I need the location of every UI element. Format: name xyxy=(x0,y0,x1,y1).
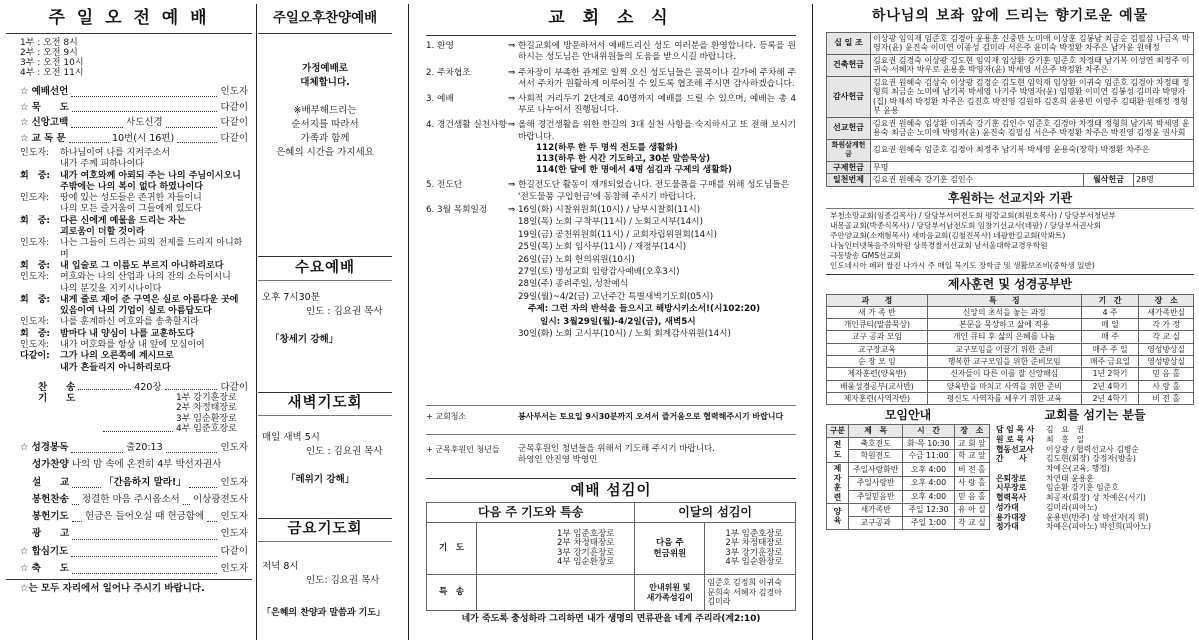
staff-row: 간 사 김도현(회장) 강정자(방송) 차예은(교육, 행정) xyxy=(996,454,1136,473)
prayer-leader: 2부 차정태장로 xyxy=(176,403,237,414)
reading-line: 회 중: 내 입술로 그 이름도 부르지 아니하리로다 xyxy=(20,260,224,271)
prayer-name: 3부 강기훈장로 xyxy=(557,547,615,558)
schedule-item: 19일(금) 공천위원회(11시) / 교회자립위원회(14시) xyxy=(518,229,717,240)
divider xyxy=(408,4,409,640)
afternoon-guide: ※배부해드리는 순서지를 따라서 가족과 함께 은혜의 시간을 가지세요 xyxy=(276,104,374,158)
reading-line: 회 중: 내게 줄로 재어 준 구역은 실로 아름다운 곳에 있음이여 나의 기업이 실로 아름답도다 xyxy=(20,294,239,317)
news-item: 5. 전도단 ⇒ 한길전도단 활동이 재개되었습니다. 전도물품을 구매를 위해 성도님들은 '전도물품 구입헌금'에 동참해 주시기 바랍니다. xyxy=(426,180,790,202)
wednesday-topic: 「창세기 강해」 xyxy=(270,334,339,345)
training-row: 배움성경공부(교사반) 양육반을 마치고 사역을 위한 준비 2년 4학기 사 랑 홀 xyxy=(827,380,1194,392)
standing-note: ☆는 모두 자리에서 일어나 주시기 바랍니다. xyxy=(20,583,205,595)
staff-row: 성가대 김미라(피아노) xyxy=(996,502,1098,512)
training-row: 제자훈련(양육반) 신자들이 다른 이를 잘 신앙해심 1년 2학기 믿 음 홀 xyxy=(827,368,1194,380)
guide-header: 제 목 xyxy=(849,425,903,438)
schedule-item: 27일(토) 명성교회 임랑감사예배(오후3시) xyxy=(518,266,680,277)
service-time: 4부 : 오전 11시 xyxy=(20,68,84,78)
friday-time: 저녁 8시 xyxy=(262,561,299,572)
friday-title: 금요기도회 xyxy=(287,521,363,537)
order-line: ☆ 예배선언 인도자 xyxy=(20,86,248,97)
training-row: 새 가 족 반 신앙의 초석을 놓는 과정 4 주 새가족반실 xyxy=(827,306,1194,318)
meeting-guide xyxy=(826,408,990,532)
prayer-name: 4부 임순환장로 xyxy=(557,557,615,567)
divider xyxy=(812,4,813,640)
rule-item: 113(하루 한 시간 기도하고, 30분 말씀묵상) xyxy=(536,154,711,165)
offering-row: 구제헌금 무명 xyxy=(827,161,1194,174)
sunday-morning-title: 주 일 오 전 예 배 xyxy=(48,8,210,28)
staff-title: 교회를 섬기는 분들 xyxy=(1044,408,1146,423)
guide-row: 주일믿음반 오후 4:00 믿 음 홀 xyxy=(827,490,990,504)
rule-item: 112(하루 한 두 명씩 전도를 생활화) xyxy=(536,142,678,153)
training-header: 기 간 xyxy=(1081,294,1139,306)
staff-row: 협동선교사 이상광 / 협력선교사 김병순 xyxy=(996,444,1139,454)
order-line: 봉헌기도 헌금은 들어오실 때 헌금함에 인도자 xyxy=(20,508,248,525)
mission-title: 후원하는 선교지와 기관 xyxy=(947,190,1073,205)
wednesday-time: 오후 7시30분 xyxy=(262,292,320,303)
divider xyxy=(256,4,257,640)
offering-row: 일천번제 김요권 원혜숙 강기훈 김인수 월삭헌금 28명 xyxy=(827,174,1194,187)
order-line: ☆ 성경봉독 출20:13 인도자 xyxy=(20,439,248,456)
guide-row: 학원전도 수금 11:00 학 교 앞 xyxy=(827,450,990,463)
meeting-guide-title: 모임안내 xyxy=(884,408,932,423)
reading-line: 회 중: 내가 여호와께 아뢰되 주는 나의 주님이시오니 주밖에는 나의 복이 없다 하였나이다 xyxy=(20,170,241,192)
rule-item: 114(한 달에 한 명에서 4명 섬김과 구제의 생활화) xyxy=(536,165,732,176)
prayer-leader: 1부 강기훈장로 xyxy=(176,392,237,403)
reading-line: 인도자: 여호와는 나의 산업과 나의 잔의 소득이시니 나의 분깃을 지키시나이다 xyxy=(20,272,231,294)
dawn-date: 일시: 3월29일(월)-4/2일(금), 새벽5시 xyxy=(540,316,696,327)
staff-list xyxy=(996,408,1194,532)
training-header: 특 징 xyxy=(927,294,1081,306)
offering-row: 감사헌금 김요권 원혜숙 김상숙 이상광 김경순 김도현 임익재 임상환 이귀숙 임준호 김경아 차정태 정형희 최금순 노미애 남기복 박세영 나기주 박영자(윤) 임명환 이미연 김봉성 김미라 박영자(집) 박재석 박정환 차주은 김진호 박진영 김원하 김혼희 윤용빈 이영주 김태환 원해정 정형부 윤용 xyxy=(827,76,1194,117)
reading-line: 인도자: 나는 그들이 드리는 피의 전제를 드리지 아니하며 xyxy=(20,238,243,260)
staff-row: 정가대 차예은(피아노) 박선희(피아노) xyxy=(996,522,1152,532)
staff-row: 협력목사 최공자(회장) 상 차예은(서기) xyxy=(996,493,1146,503)
guide-row: 주일사랑반 오후 4:00 사 랑 홀 xyxy=(827,476,990,490)
guide-row: 전 도 축호전도 화·목 10:30 교 회 앞 xyxy=(827,437,990,450)
responsive-reading xyxy=(20,148,248,374)
wednesday-info xyxy=(262,291,392,347)
dawn-theme: 주제: 그런 자의 반석을 들으시고 해방시키소서!(시102:20) xyxy=(528,304,761,315)
hymn-prayer xyxy=(20,382,248,435)
special-label: 특 송 xyxy=(427,575,477,611)
staff-row: 원 로 목 사 최 홍 일 xyxy=(996,434,1085,444)
order-line: ☆ 축 도 인도자 xyxy=(20,560,248,577)
order-line: ☆ 묵 도 다같이 xyxy=(20,101,248,113)
reading-line: 인도자: 나를 훈계하신 여호와를 송축할지라 xyxy=(20,317,199,328)
worship-order xyxy=(20,84,248,146)
sunday-morning-column xyxy=(6,0,252,644)
guide-label: 안내위원 및 새가족섬김이 xyxy=(635,575,705,611)
offering-name: 2부 차정태장로 xyxy=(725,538,783,548)
offering-name: 1부 임준호장로 xyxy=(725,528,783,539)
news-item: 4. 경건생활 실천사항 ⇒ 올해 경건생활을 위한 한길의 3대 실천 사항을 숙지하시고 또 전해 보시기 바랍니다. xyxy=(426,120,796,142)
offering-row: 선교헌금 김요권 원혜숙 임상환 이귀숙 강기훈 김인수 임준호 김경아 차정태 정형희 남기복 박세영 윤용숙 최금순 노미애 박영자(윤) 윤진숙 김필심 서은주 박정환 차주은 박진영 김정윤 권사회 xyxy=(827,117,1194,139)
prayer-label: 기 도 xyxy=(427,523,477,575)
mission-list: 부천소망교회(임종길목사) / 당당부서여전도회 평강교회(최원호목사) / 당당부서청년부 내몽골교회(박종식목사) / 당당부서남전도회 임창기선교사(네팔) / 당당부서권사회 주안양교회(소재형목사) 새마음교회(김철진목사) 네팔한길교회(악봐트) 나눔인터넷복음주의학원 상록경찰서선교회 남서울대학교경우학원 극동방송 GMS선교회 인도네시아 페퍼 쌀진 나가시 주 매일 묵기도 장학금 및 생활보조비(중학생 일반) xyxy=(830,210,1116,270)
service-time: 1부 : 오전 8시 xyxy=(20,38,78,48)
offering-name: 4부 임순환장로 xyxy=(725,557,783,567)
guide-row: 교구공과 주일 1:00 각 교 실 xyxy=(827,516,990,529)
prayer-name: 2부 차정태장로 xyxy=(557,538,615,548)
worship-order-2 xyxy=(20,439,248,577)
staff-row: 담 임 목 사 김 요 권 xyxy=(996,425,1085,435)
dawn-topic: 「레위기 강해」 xyxy=(286,474,355,485)
schedule-item: 28일(주) 종려주일, 성찬예식 xyxy=(518,279,629,290)
news-item: 2. 주차협조 ⇒ 주차장이 부족한 관계로 일찍 오신 성도님들은 골목이나 길가에 주차해 주셔서 주차가 원활하게 이루어질 수 있도록 협조해 주시면 감사하겠습니다. xyxy=(426,67,796,89)
order-line: 설 교 「간음하지 말라!」 인도자 xyxy=(20,474,248,491)
dawn-info xyxy=(262,431,392,487)
training-header: 장 소 xyxy=(1139,294,1194,306)
schedule-item: 29일(월)~4/2(금) 고난주간 특별새벽기도회(05시) xyxy=(518,291,714,302)
dawn-prayer-title: 새벽기도회 xyxy=(287,395,363,411)
offering-label: 다음 주 헌금위원 xyxy=(635,523,705,575)
church-news-column xyxy=(426,0,796,644)
schedule-item: 18일(목) 노회 구착부(11시) / 노회고시부(14시) xyxy=(518,217,703,228)
offering-list xyxy=(705,523,796,575)
bible-verse: 네가 죽도록 충성하라 그리하면 내가 생명의 면류관을 네게 주리라(계2:10) xyxy=(461,614,761,624)
schedule-item: 16일(화) 시찰위원회(10시) / 남부시찰회(11시) xyxy=(518,204,701,215)
practice-rules xyxy=(426,143,796,177)
news-item: 6. 3월 목회일정 ⇒ 16일(화) 시찰위원회(10시) / 남부시찰회(11시) 18일(목) 노회 구착부(11시) / 노회고시부(14시) 19일(금) 공천위원회(11시) / 교회자립위원회(14시) 25일(목) 노회 임사부(11시) / 재정부(14시) 26일(금) 노회 헌의위원(10시) 27일(토) 명성교회 임랑감사예배(오후3시) 28일(주) 종려주일, 성찬예식 29일(월)~4/2(금) 고난주간 특별새벽기도회(05시) 주제: 그런 자의 반석을 들으시고 해방시키소서!(시102:20) 일시: 3월29일(월)-4/2일(금), 새벽5시 30일(화) 노회 고시부(10시) / 노회 회계감사위원(14시) xyxy=(426,204,796,340)
dawn-leader: 인도 : 김요권 목사 xyxy=(306,446,383,457)
guide-row: 제 자 훈 련 주일사랑화반 오후 4:00 비 전 홀 xyxy=(827,462,990,476)
guide-header: 장 소 xyxy=(954,425,989,438)
news-list xyxy=(426,41,796,340)
staff-row: 시무장로 임순환 강기훈 임준호 xyxy=(996,483,1119,493)
special-value xyxy=(477,575,635,611)
friday-leader: 인도: 김요권 목사 xyxy=(306,575,380,586)
training-row: 개인큐티(말씀묵상) 본문을 묵상하고 삶에 적용 매 일 각 가 정 xyxy=(827,319,1194,331)
worship-servants-title: 예배 섬김이 xyxy=(570,483,652,499)
dawn-time: 매일 새벽 5시 xyxy=(262,432,320,443)
reading-line: 인도자: 땅에 있는 성도들은 존귀한 자들이니 나의 모든 즐거움이 그들에게 있도다 xyxy=(20,193,202,215)
training-row: 순 장 모 임 행복한 교구모임을 위한 준비모임 매주 금요일 영성방상실 xyxy=(827,355,1194,367)
guide-list: 임준호 김정희 이귀숙 문희숙 서혜자 김경아 김미라 xyxy=(705,575,796,611)
monthly-header: 이달의 섬김이 xyxy=(635,503,796,523)
prayer-name: 1부 임준호장로 xyxy=(557,528,615,539)
friday-info xyxy=(262,560,392,620)
order-line: ☆ 교 독 문 10번(시 16편) 다같이 xyxy=(20,132,249,144)
schedule-item: 25일(목) 노회 임사부(11시) / 재정부(14시) xyxy=(518,242,687,253)
order-line: ☆ 합심기도 다같이 xyxy=(20,543,248,560)
reading-line: 회 중: 밤마다 내 양심이 나를 교훈하도다 xyxy=(20,328,195,339)
servants-table xyxy=(426,502,796,611)
training-table xyxy=(826,294,1194,406)
staff-row: 용가대장 윤용빈(반주) 상 박선자(지 휘) xyxy=(996,512,1149,522)
offering-row: 건축헌금 김요권 김경숙 이상광 김도현 임익재 임상환 강기훈 임준호 차정태 남기복 이성연 최정주 이귀숙 서혜자 박우로 윤용훈 박영자(윤) 박세영 서은주 박정환 차주은 xyxy=(827,54,1194,76)
training-title: 제사훈련 및 성경공부반 xyxy=(947,276,1073,291)
reading-line: 다같이: 그가 나의 오른쪽에 계시므로 내가 흔들리지 아니하리로다 xyxy=(20,351,174,373)
prayer-leader: 4부 임준호장로 xyxy=(176,424,237,435)
order-line: 광 고 인도자 xyxy=(20,525,248,542)
prayer-header: 다음 주 기도와 특송 xyxy=(427,503,635,523)
training-row: 교구 공과 모임 개인 큐티 후 삶의 은혜를 나눔 매 주 각 교 실 xyxy=(827,331,1194,343)
offerings-title: 하나님의 보좌 앞에 드리는 향기로운 예물 xyxy=(871,8,1149,24)
prayer-block: 기 도 1부 강기훈장로 2부 차정태장로 3부 임순환장로 4부 임준호장로 xyxy=(38,392,237,435)
guide-row: 양 육 새가족반 주일 12:30 유 아 실 xyxy=(827,504,990,517)
offering-row: 화원살게헌금 김요권 원혜숙 임준호 김경아 최정주 남기복 박세영 윤용숙(장학) 박정환 차주은 xyxy=(827,139,1194,161)
order-line: 봉헌찬송 정결한 마음 주시옵소서 이상광전도사 xyxy=(20,491,248,508)
service-time: 2부 : 오전 9시 xyxy=(20,48,78,58)
service-times xyxy=(20,38,252,78)
reading-line: 인도자: 내가 여호와를 항상 내 앞에 모심이여 xyxy=(20,340,205,351)
reading-line: 회 중: 다른 신에게 예물을 드리는 자는 괴로움이 더할 것이라 xyxy=(20,215,186,238)
afternoon-title: 주일오후찬양예배 xyxy=(272,10,378,26)
offerings-column xyxy=(826,0,1194,644)
training-row: 제자훈련(사역자반) 평신도 사역자를 세우기 위한 교육 2년 4학기 비 전 홀 xyxy=(827,392,1194,404)
training-row: 교구장교육 교구모임을 이끌기 위한 준비 매주 주 일 영성방상실 xyxy=(827,343,1194,355)
hymn-line: 찬 송 420장 다같이 xyxy=(38,381,249,393)
cleaning-note: + 교회청소 봉사부서는 토요일 9시30분까지 오셔서 즐거움으로 협력해주시기 바랍니다 xyxy=(426,412,784,421)
news-item: 1. 환영 ⇒ 한길교회에 방문하셔서 예배드리신 성도 여러분을 환영합니다. 등록을 원하시는 성도님은 안내위원들의 도움을 받으시길 바랍니다. xyxy=(426,41,796,63)
afternoon-note: 가정예배로 대체합니다. xyxy=(300,62,350,88)
wednesday-leader: 인도 : 김요권 목사 xyxy=(306,306,383,317)
other-services-column xyxy=(258,0,392,644)
schedule-item: 30일(화) 노회 고시부(10시) / 노회 회계감사위원(14시) xyxy=(518,328,731,339)
news-item: 3. 예배 ⇒ 사회적 거리두기 2단계로 40명까지 예배를 드릴 수 있으며, 예배는 총 4부로 나누어서 진행됩니다. xyxy=(426,94,796,116)
reading-line: 인도자: 하나님이여 나를 지켜주소서 내가 주께 피하나이다 xyxy=(20,148,171,170)
schedule-item: 26일(금) 노회 헌의위원(10시) xyxy=(518,254,635,265)
offerings-table xyxy=(826,32,1194,187)
service-time: 3부 : 오전 10시 xyxy=(20,58,84,68)
guide-header: 시 간 xyxy=(903,425,954,438)
offering-row: 십 일 조 이상광 임익재 임준호 김경아 윤용훈 신중만 노미애 이상훈 김봉남 최금순 김필심 나금옥 박영자(윤) 윤진숙 이미연 이종성 김미라 서은주 윤미숙 박정환 차주은 남가윤 원해정 xyxy=(827,32,1194,54)
prayer-list xyxy=(477,523,635,575)
guide-header: 구분 xyxy=(827,425,849,438)
training-header: 과 정 xyxy=(827,294,928,306)
order-line: ☆ 신앙고백 사도신경 다같이 xyxy=(20,117,248,128)
wednesday-title: 수요예배 xyxy=(294,260,356,276)
church-news-title: 교 회 소 식 xyxy=(548,8,674,28)
prayer-leader: 3부 임순환장로 xyxy=(176,413,237,424)
bottom-section xyxy=(826,408,1194,532)
staff-row: 은퇴장로 차연태 윤용훈 xyxy=(996,473,1094,483)
friday-topic: 「은혜의 찬양과 말씀과 기도」 xyxy=(262,608,386,618)
chaplain-note: + 군목후원인 청년들 군목후원인 청년들을 위해서 기도해 주시기 바랍니다. 하영인 안진영 박영민 xyxy=(426,444,715,465)
offering-name: 3부 강기훈장로 xyxy=(725,547,783,558)
order-line: 성가찬양 나의 맘 속에 온전히 4부 박선자권사 xyxy=(32,459,222,471)
